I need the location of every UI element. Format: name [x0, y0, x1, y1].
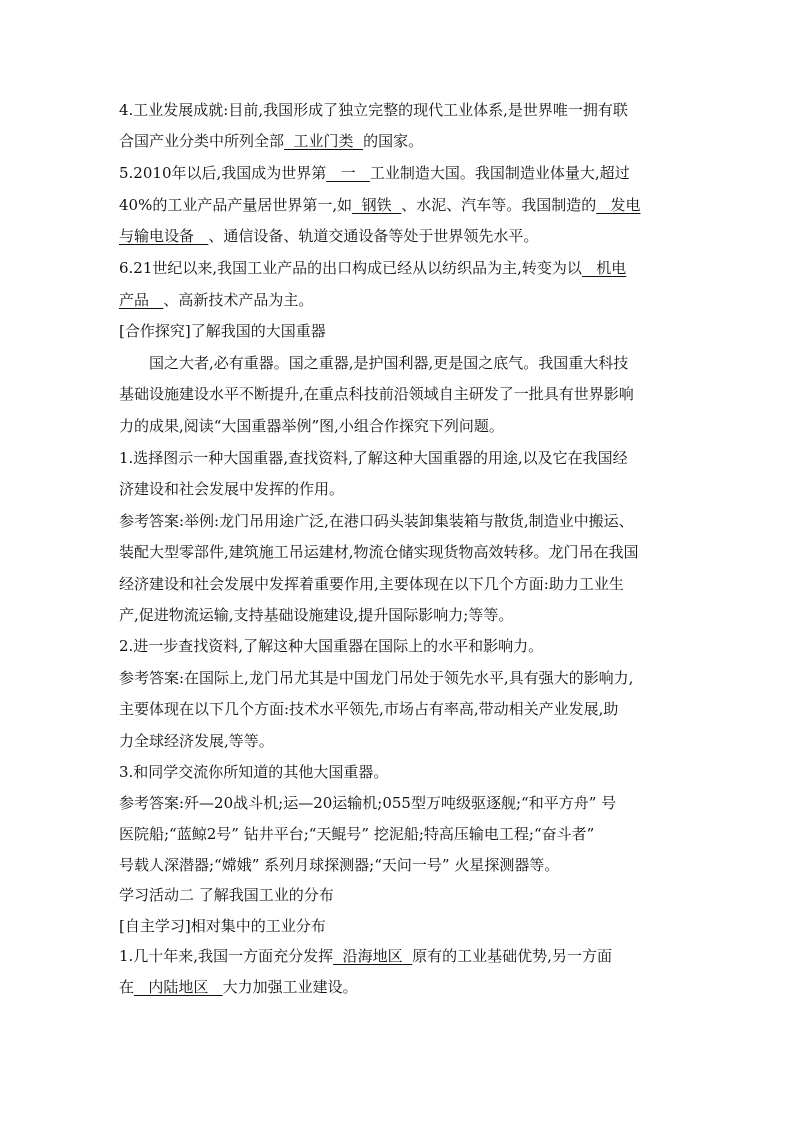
text-line-5: 与输电设备 、通信设备、轨道交通设备等处于世界领先水平。: [119, 227, 539, 245]
answer-blank: 发电: [596, 196, 641, 214]
text-line-11: 力的成果,阅读“大国重器举例”图,小组合作探究下列问题。: [119, 417, 504, 435]
answer-3: 参考答案:歼—20战斗机;运—20运输机;055型万吨级驱逐舰;“和平方舟” 号: [119, 794, 617, 812]
answer-blank: 机电: [581, 259, 627, 277]
text-line-24: 医院船;“蓝鲸2号” 钻井平台;“天鲲号” 挖泥船;特高压输电工程;“奋斗者”: [119, 825, 595, 843]
question-2: 2.进一步查找资料,了解这种大国重器在国际上的水平和影响力。: [119, 637, 544, 655]
answer-blank: 沿海地区: [333, 947, 413, 965]
answer-blank: 工业门类: [284, 132, 364, 150]
question-3: 3.和同学交流你所知道的其他大国重器。: [119, 763, 389, 781]
text-line-17: 产,促进物流运输,支持基础设施建设,提升国际影响力;等等。: [119, 606, 514, 624]
text-line-29: 在 内陆地区 大力加强工业建设。: [119, 978, 358, 996]
answer-blank: 内陆地区: [134, 978, 223, 996]
text-line-2: 合国产业分类中所列全部 工业门类 的国家。: [119, 132, 424, 150]
text-line-13: 济建设和社会发展中发挥的作用。: [119, 480, 345, 498]
answer-blank: 产品: [119, 291, 164, 309]
text-line-6: 6.21世纪以来,我国工业产品的出口构成已经从以纺织品为主,转变为以 机电: [119, 259, 627, 277]
answer-blank: 钢铁: [352, 196, 402, 214]
question-1: 1.选择图示一种大国重器,查找资料,了解这种大国重器的用途,以及它在我国经: [119, 449, 628, 467]
text-line-1: 4.工业发展成就:目前,我国形成了独立完整的现代工业体系,是世界唯一拥有联: [119, 101, 628, 119]
text-line-3: 5.2010年以后,我国成为世界第 一 工业制造大国。我国制造业体量大,超过: [119, 164, 630, 182]
answer-blank: 一: [326, 164, 370, 182]
text-line-15: 装配大型零部件,建筑施工吊运建材,物流仓储实现货物高效转移。龙门吊在我国: [119, 543, 639, 561]
text-line-10: 基础设施建设水平不断提升,在重点科技前沿领域自主研发了一批具有世界影响: [119, 385, 634, 403]
text-line-9: 国之大者,必有重器。国之重器,是护国利器,更是国之底气。我国重大科技: [149, 354, 629, 372]
text-line-25: 号载人深潜器;“嫦娥” 系列月球探测器;“天问一号” 火星探测器等。: [119, 856, 560, 874]
section-heading-self-study: [自主学习]相对集中的工业分布: [119, 917, 326, 935]
text-line-4: 40%的工业产品产量居世界第一,如 钢铁 、水泥、汽车等。我国制造的 发电: [119, 196, 641, 214]
text-line-28: 1.几十年来,我国一方面充分发挥 沿海地区 原有的工业基础优势,另一方面: [119, 947, 612, 965]
section-heading-activity-2: 学习活动二 了解我国工业的分布: [119, 886, 334, 904]
answer-blank: 与输电设备: [119, 227, 209, 245]
text-line-21: 力全球经济发展,等等。: [119, 732, 274, 750]
answer-2: 参考答案:在国际上,龙门吊尤其是中国龙门吊处于领先水平,具有强大的影响力,: [119, 669, 634, 687]
answer-1: 参考答案:举例:龙门吊用途广泛,在港口码头装卸集装箱与散货,制造业中搬运、: [119, 512, 634, 530]
text-line-20: 主要体现在以下几个方面:技术水平领先,市场占有率高,带动相关产业发展,助: [119, 700, 619, 718]
text-line-16: 经济建设和社会发展中发挥着重要作用,主要体现在以下几个方面:助力工业生: [119, 575, 624, 593]
section-heading-cooperation: [合作探究]了解我国的大国重器: [119, 322, 326, 340]
text-line-7: 产品 、高新技术产品为主。: [119, 291, 314, 309]
